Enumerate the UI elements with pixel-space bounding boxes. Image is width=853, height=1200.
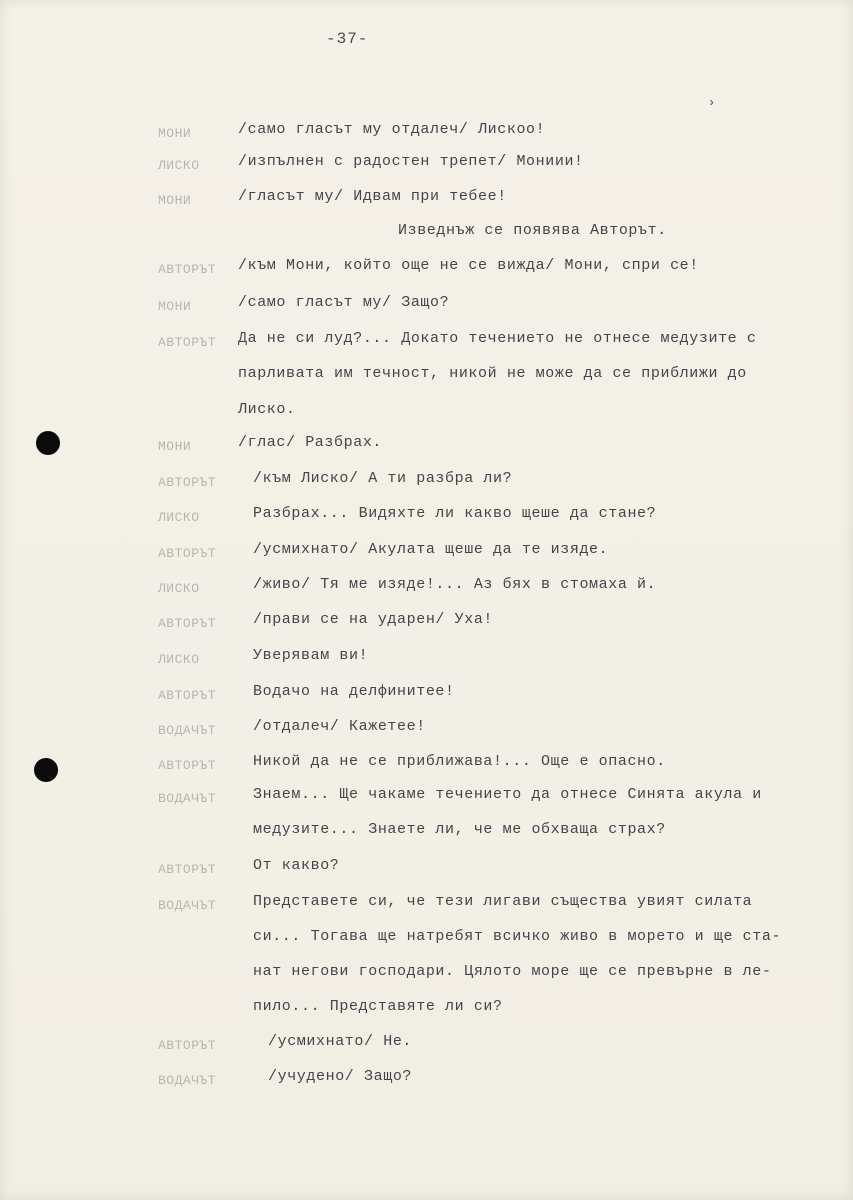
line-text: /към Мони, който още не се вижда/ Мони, спри се! bbox=[238, 257, 699, 274]
margin-mark: › bbox=[708, 96, 716, 110]
speaker-label: АВТОРЪТ bbox=[158, 758, 217, 773]
page-number: -37- bbox=[326, 30, 369, 48]
speaker-label: АВТОРЪТ bbox=[158, 862, 217, 877]
line-text: /само гласът му/ Защо? bbox=[238, 294, 450, 311]
speaker-label: ЛИСКО bbox=[158, 581, 200, 596]
line-text: /усмихнато/ Не. bbox=[268, 1033, 413, 1050]
speaker-label: МОНИ bbox=[158, 193, 192, 208]
speaker-label: МОНИ bbox=[158, 299, 192, 314]
speaker-label: МОНИ bbox=[158, 439, 192, 454]
speaker-label: МОНИ bbox=[158, 126, 192, 141]
speaker-label: АВТОРЪТ bbox=[158, 335, 217, 350]
speaker-label: АВТОРЪТ bbox=[158, 475, 217, 490]
binder-hole-bottom bbox=[34, 758, 58, 782]
line-text: /към Лиско/ А ти разбра ли? bbox=[253, 470, 513, 487]
speaker-label: ВОДАЧЪТ bbox=[158, 1073, 217, 1088]
line-text: /прави се на ударен/ Уха! bbox=[253, 611, 494, 628]
line-text: /учудено/ Защо? bbox=[268, 1068, 413, 1085]
line-text: /усмихнато/ Акулата щеше да те изяде. bbox=[253, 541, 609, 558]
speaker-label: ЛИСКО bbox=[158, 158, 200, 173]
speaker-label: ВОДАЧЪТ bbox=[158, 791, 217, 806]
line-text: Да не си луд?... Докато течението не отнесе медузите с bbox=[238, 330, 757, 347]
line-text: /изпълнен с радостен трепет/ Мониии! bbox=[238, 153, 584, 170]
speaker-label: АВТОРЪТ bbox=[158, 1038, 217, 1053]
line-text: парливата им течност, никой не може да се приближи до bbox=[238, 365, 747, 382]
speaker-label: АВТОРЪТ bbox=[158, 262, 217, 277]
speaker-label: АВТОРЪТ bbox=[158, 616, 217, 631]
line-text: Никой да не се приближава!... Още е опасно. bbox=[253, 753, 666, 770]
line-text: нат негови господари. Цялото море ще се превърне в ле- bbox=[253, 963, 772, 980]
stage-direction: Изведнъж се появява Авторът. bbox=[398, 222, 667, 239]
line-text: /отдалеч/ Кажетее! bbox=[253, 718, 426, 735]
binder-hole-top bbox=[36, 431, 60, 455]
line-text: Представете си, че тези лигави същества увият силата bbox=[253, 893, 753, 910]
line-text: /само гласът му отдалеч/ Лискоо! bbox=[238, 121, 546, 138]
line-text: Разбрах... Видяхте ли какво щеше да стане? bbox=[253, 505, 657, 522]
line-text: медузите... Знаете ли, че ме обхваща страх? bbox=[253, 821, 666, 838]
line-text: си... Тогава ще натребят всичко живо в морето и ще ста- bbox=[253, 928, 782, 945]
line-text: Водачо на делфинитее! bbox=[253, 683, 455, 700]
speaker-label: ВОДАЧЪТ bbox=[158, 898, 217, 913]
line-text: Лиско. bbox=[238, 401, 296, 418]
line-text: пило... Представяте ли си? bbox=[253, 998, 503, 1015]
line-text: Уверявам ви! bbox=[253, 647, 369, 664]
speaker-label: ЛИСКО bbox=[158, 652, 200, 667]
line-text: /глас/ Разбрах. bbox=[238, 434, 383, 451]
line-text: От какво? bbox=[253, 857, 340, 874]
speaker-label: АВТОРЪТ bbox=[158, 546, 217, 561]
line-text: Знаем... Ще чакаме течението да отнесе Синята акула и bbox=[253, 786, 762, 803]
speaker-label: АВТОРЪТ bbox=[158, 688, 217, 703]
line-text: /живо/ Тя ме изяде!... Аз бях в стомаха й. bbox=[253, 576, 657, 593]
line-text: /гласът му/ Идвам при тебее! bbox=[238, 188, 507, 205]
speaker-label: ЛИСКО bbox=[158, 510, 200, 525]
speaker-label: ВОДАЧЪТ bbox=[158, 723, 217, 738]
